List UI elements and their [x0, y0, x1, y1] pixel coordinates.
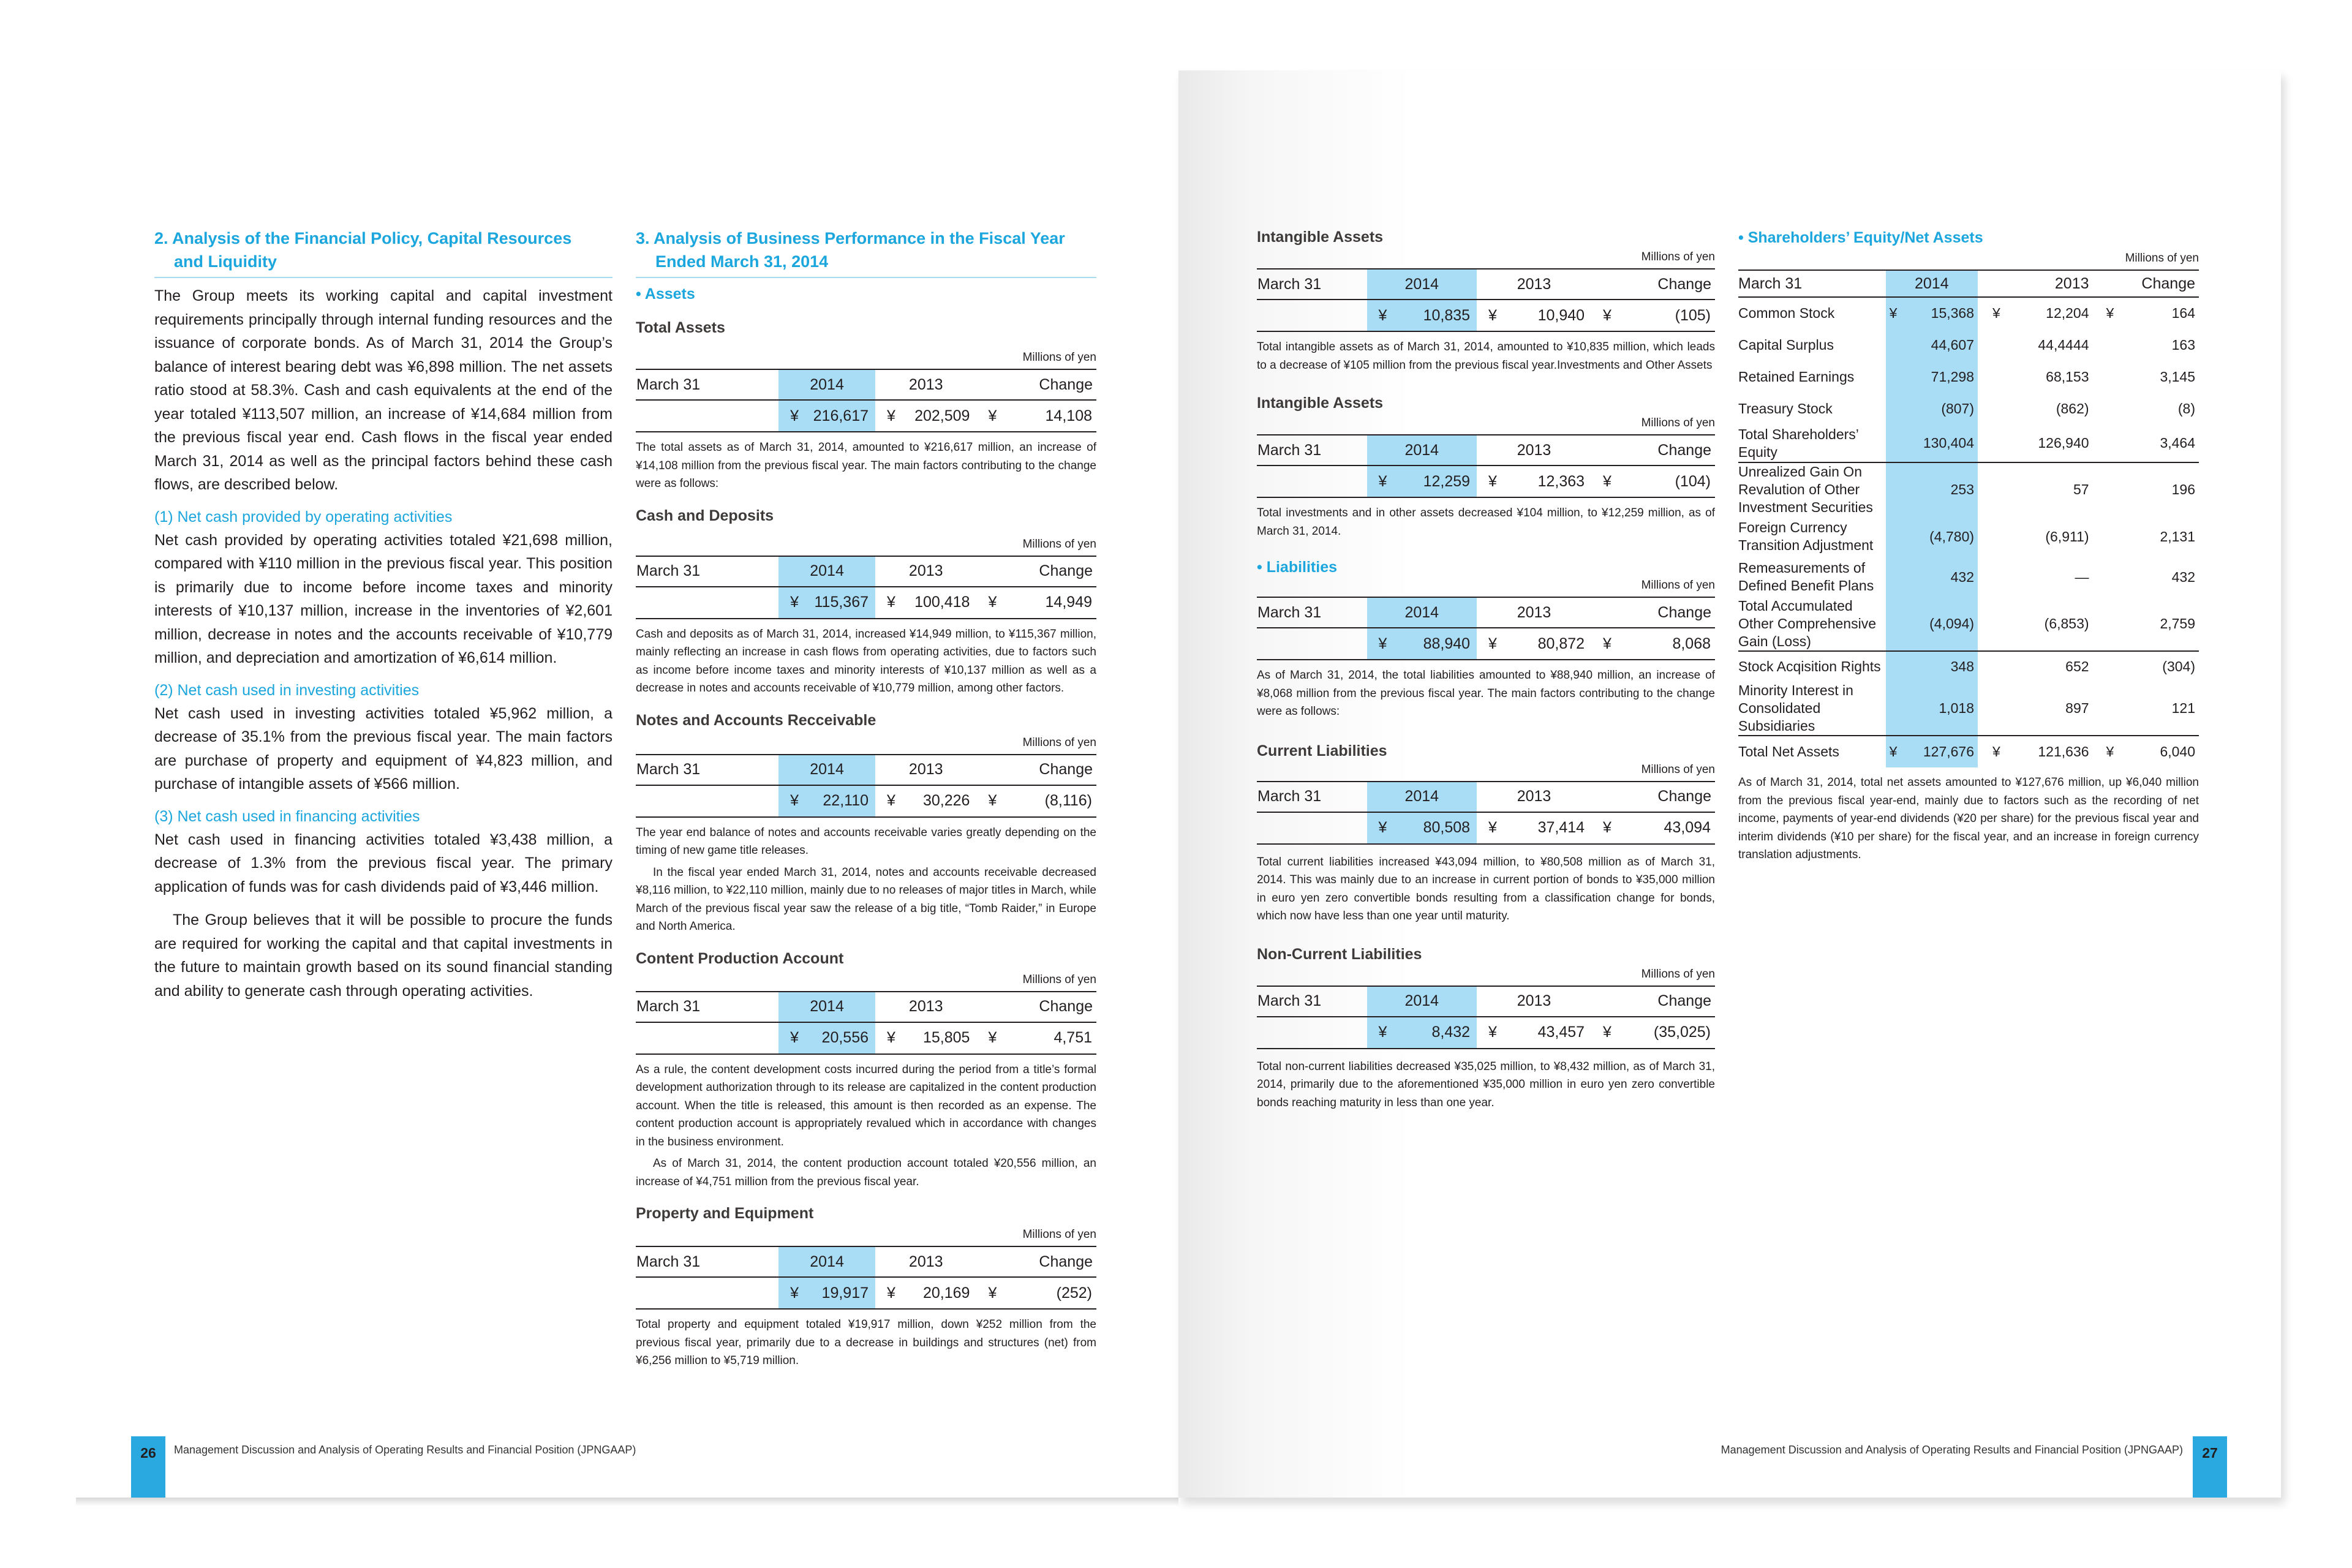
table-row [1738, 297, 2199, 329]
table-row [636, 587, 1096, 619]
header-2013: 2013 [1477, 597, 1591, 628]
yen-sign: ¥ [1889, 305, 1898, 321]
notes-receivable-note-1: The year end balance of notes and accounts receivable varies greatly depending on the timing of new game title releases. [636, 826, 1096, 857]
yen-sign: ¥ [1488, 306, 1497, 324]
table-header-row [636, 1246, 1096, 1277]
yen-sign: ¥ [790, 1029, 799, 1046]
unit-label: Millions of yen [1022, 973, 1096, 986]
unit-label: Millions of yen [1022, 537, 1096, 551]
current-liabilities-table [1257, 781, 1715, 845]
row-label: Unrealized Gain On Revalution of Other Investment Securities [1738, 462, 1886, 516]
value-2014: 20,556 [821, 1029, 869, 1046]
row-label: Retained Earnings [1738, 368, 1855, 385]
table-row [1738, 682, 2199, 736]
yen-sign: ¥ [1488, 819, 1497, 836]
total-assets-title: Total Assets [636, 319, 725, 336]
value-2014: 88,940 [1423, 635, 1471, 652]
header-march-31: March 31 [636, 755, 778, 785]
subheading-operating: (1) Net cash provided by operating activities [154, 508, 453, 526]
value-2013: (6,911) [2045, 528, 2089, 545]
value-2013: 10,940 [1537, 306, 1585, 324]
unit-label: Millions of yen [1641, 417, 1715, 429]
liabilities-note: As of March 31, 2014, the total liabilities amounted to ¥88,940 million, an increase of ¥8,068 million from the previous fiscal year. The main factors contributing to the change were as follows: [1257, 669, 1715, 718]
yen-sign: ¥ [988, 1284, 997, 1302]
cash-deposits-title: Cash and Deposits [636, 507, 774, 524]
row-label: Remeasurements of Defined Benefit Plans [1738, 560, 1874, 594]
equity-rows [1738, 297, 2199, 767]
value-2014: 22,110 [823, 792, 869, 809]
value-2013: (862) [2056, 400, 2089, 417]
header-change: Change [1591, 435, 1715, 466]
yen-sign: ¥ [887, 594, 895, 611]
intangible-assets-note: Total intangible assets as of March 31, 2014, amounted to ¥10,835 million, which leads to a decrease of ¥105 million from the previous fiscal year.Investments and Other Assets [1257, 341, 1715, 372]
left-page [76, 70, 1178, 1498]
value-2013: — [2075, 568, 2089, 585]
value-change: (105) [1675, 306, 1711, 324]
value-change: (104) [1675, 472, 1711, 490]
investments-table [1257, 434, 1715, 498]
content-production-table [636, 991, 1096, 1055]
unit-label: Millions of yen [1641, 967, 1715, 981]
value-change: 2,131 [2160, 528, 2195, 545]
table-header-row [1257, 435, 1715, 466]
property-equipment-table [636, 1246, 1096, 1310]
yen-sign: ¥ [1992, 744, 2000, 760]
header-2014: 2014 [1886, 270, 1978, 297]
closing-paragraph: The Group believes that it will be possible to procure the funds are required for working the capital and that capital investments in the future to maintain growth based on its sound financial standing and ability to generate cash through operating activities. [154, 911, 612, 1000]
unit-label: Millions of yen [1641, 763, 1715, 776]
yen-sign: ¥ [1889, 744, 1898, 760]
table-row [636, 785, 1096, 817]
value-2014: 130,404 [1886, 424, 1978, 462]
header-change: Change [1591, 782, 1715, 812]
header-2014: 2014 [1367, 435, 1477, 466]
business-performance-column [636, 227, 1096, 1370]
header-2013: 2013 [875, 556, 976, 587]
header-2014: 2014 [1367, 986, 1477, 1017]
subheading-investing: (2) Net cash used in investing activities [154, 681, 420, 699]
value-2013: 12,363 [1537, 472, 1585, 490]
header-march-31: March 31 [636, 369, 778, 400]
row-label: Total Net Assets [1738, 736, 1886, 767]
table-header-row [1257, 269, 1715, 300]
value-change: 2,759 [2160, 616, 2195, 631]
header-march-31: March 31 [1257, 435, 1367, 466]
value-change: (252) [1056, 1284, 1092, 1302]
row-label: Foreign Currency Transition Adjustment [1738, 519, 1874, 553]
yen-sign: ¥ [988, 407, 997, 424]
table-row [1738, 462, 2199, 516]
yen-sign: ¥ [790, 594, 799, 611]
yen-sign: ¥ [1378, 306, 1387, 324]
shareholders-equity-bullet: • Shareholders’ Equity/Net Assets [1738, 229, 1983, 246]
non-current-liabilities-note: Total non-current liabilities decreased ¥35,025 million, to ¥8,432 million, as of March 31, 2014, primarily due to the aforementioned ¥35,000 million in euro yen zero convertible bonds reaching maturity in less than one year. [1257, 1060, 1715, 1109]
table-row [1738, 651, 2199, 682]
header-change: Change [1591, 597, 1715, 628]
value-2013: 15,805 [922, 1029, 970, 1046]
header-march-31: March 31 [1257, 597, 1367, 628]
intro-paragraph: The Group meets its working capital and capital investment requirements principally through internal funding resources and the issuance of corporate bonds. As of March 31, 2014 the Group’s balance of interest bearing debt was ¥6,898 million. The net assets ratio stood at 58.3%. Cash and cash equivalents at the end of the year totaled ¥113,507 million, an increase of ¥14,684 million from the previous fiscal year end. Cash flows in the fiscal year ended March 31, 2014 as well as the principal factors behind these cash flows, are described below. [154, 287, 612, 493]
table-header-row [636, 992, 1096, 1022]
header-march-31: March 31 [1257, 986, 1367, 1017]
table-row [636, 1277, 1096, 1309]
content-production-title: Content Production Account [636, 949, 844, 967]
yen-sign: ¥ [887, 1029, 895, 1046]
header-2014: 2014 [1367, 782, 1477, 812]
header-2013: 2013 [875, 369, 976, 400]
header-march-31: March 31 [1257, 782, 1367, 812]
value-change: 3,464 [2160, 435, 2195, 451]
table-row [1738, 557, 2199, 597]
value-2013: 126,940 [2038, 435, 2089, 451]
value-2013: 121,636 [2038, 744, 2089, 760]
table-header-row [636, 556, 1096, 587]
value-2014: 12,259 [1423, 472, 1471, 490]
value-2013: 30,226 [922, 792, 970, 809]
header-2013: 2013 [1477, 435, 1591, 466]
table-header-row [636, 369, 1096, 400]
section-heading-business-performance [636, 227, 1096, 273]
yen-sign: ¥ [790, 792, 799, 809]
value-change: 14,949 [1045, 594, 1092, 611]
yen-sign: ¥ [1488, 472, 1497, 490]
header-2014: 2014 [778, 556, 875, 587]
yen-sign: ¥ [1378, 819, 1387, 836]
intangible-assets-table [1257, 268, 1715, 332]
yen-sign: ¥ [1488, 1023, 1497, 1041]
value-2014: (807) [1886, 393, 1978, 424]
row-label: Capital Surplus [1738, 336, 1834, 353]
section-heading-financial-policy [154, 227, 612, 273]
value-2014: 80,508 [1423, 819, 1471, 836]
yen-sign: ¥ [790, 1284, 799, 1302]
row-label: Stock Acqisition Rights [1738, 651, 1886, 682]
yen-sign: ¥ [1603, 635, 1611, 652]
table-header-row [636, 755, 1096, 785]
value-2014: 253 [1886, 462, 1978, 516]
header-2013: 2013 [875, 755, 976, 785]
value-change: 432 [2171, 568, 2195, 585]
table-row [1738, 424, 2199, 462]
value-change: 14,108 [1045, 407, 1092, 424]
header-2013: 2013 [1978, 270, 2098, 297]
heading-rule [636, 277, 1096, 278]
header-change: Change [976, 992, 1096, 1022]
yen-sign: ¥ [790, 407, 799, 424]
header-change: Change [976, 369, 1096, 400]
table-header-row [1738, 270, 2199, 297]
header-march-31: March 31 [636, 992, 778, 1022]
header-2013: 2013 [1477, 269, 1591, 300]
yen-sign: ¥ [1378, 635, 1387, 652]
value-change: 4,751 [1054, 1029, 1092, 1046]
header-march-31: March 31 [636, 556, 778, 587]
unit-label: Millions of yen [1022, 351, 1096, 364]
value-2014: 127,676 [1923, 744, 1975, 760]
yen-sign: ¥ [1378, 472, 1387, 490]
yen-sign: ¥ [2106, 744, 2114, 760]
page-number-badge: 27 [2193, 1436, 2227, 1498]
value-change: (304) [2098, 651, 2199, 682]
row-label: Total Shareholders’ Equity [1738, 426, 1859, 460]
content-production-note-2: As of March 31, 2014, the content production account totaled ¥20,556 million, an increase of ¥4,751 million from the previous fiscal year. [636, 1157, 1096, 1188]
unit-label: Millions of yen [2125, 252, 2199, 265]
notes-receivable-table [636, 754, 1096, 818]
unit-label: Millions of yen [1641, 579, 1715, 592]
value-2013: 37,414 [1537, 819, 1585, 836]
current-liabilities-title: Current Liabilities [1257, 742, 1387, 760]
non-current-liabilities-title: Non-Current Liabilities [1257, 945, 1422, 963]
row-label: Common Stock [1738, 305, 1835, 321]
value-2013: 80,872 [1537, 635, 1585, 652]
value-change: 163 [2171, 336, 2195, 353]
table-row [1738, 393, 2199, 424]
notes-receivable-title: Notes and Accounts Recceivable [636, 711, 876, 729]
operating-paragraph: Net cash provided by operating activities totaled ¥21,698 million, compared with ¥110 million in the previous fiscal year. This position is primarily due to income before income taxes and minority interests of ¥10,137 million, increase in the inventories of ¥2,601 million, decrease in notes and the accounts receivable of ¥10,779 million, and depreciation and amortization of ¥6,614 million. [154, 531, 612, 666]
row-label: Treasury Stock [1738, 400, 1833, 417]
value-2013: 202,509 [914, 407, 970, 424]
table-row [1738, 329, 2199, 361]
value-2014: 71,298 [1886, 361, 1978, 393]
table-row [1738, 516, 2199, 557]
yen-sign: ¥ [988, 792, 997, 809]
value-change: (8,116) [1044, 792, 1092, 809]
shareholders-equity-table [1738, 270, 2199, 767]
header-change: Change [2098, 270, 2199, 297]
intangible-assets-title-2: Intangible Assets [1257, 394, 1384, 412]
yen-sign: ¥ [2106, 305, 2114, 321]
yen-sign: ¥ [988, 1029, 997, 1046]
yen-sign: ¥ [988, 594, 997, 611]
value-change: 121 [2171, 700, 2195, 716]
value-2014: 1,018 [1886, 682, 1978, 736]
value-change: (35,025) [1653, 1023, 1711, 1041]
row-label: Minority Interest in Consolidated Subsidiaries [1738, 682, 1853, 734]
content-production-note-1: As a rule, the content development costs incurred during the period from a title’s formal development authorization through to its release are capitalized in the content production account. When the title is released, this amount is then recorded as an expense. The content production account is appropriately revalued which in accordance with changes in the business environment. [636, 1063, 1096, 1148]
table-row [1738, 597, 2199, 651]
yen-sign: ¥ [887, 792, 895, 809]
table-row [1738, 361, 2199, 393]
heading-line-2: Ended March 31, 2014 [655, 252, 829, 271]
assets-bullet: • Assets [636, 285, 695, 303]
notes-receivable-note-2: In the fiscal year ended March 31, 2014, notes and accounts receivable decreased ¥8,116 million, to ¥22,110 million, mainly due to no releases of major titles in March, while March of the previous fiscal year saw the release of a big title, “Tomb Raider,” in Europe and North America. [636, 865, 1096, 933]
yen-sign: ¥ [887, 407, 895, 424]
intangible-assets-title: Intangible Assets [1257, 228, 1384, 246]
total-assets-table [636, 369, 1096, 432]
yen-sign: ¥ [1603, 306, 1611, 324]
table-row [636, 1022, 1096, 1054]
value-change: 6,040 [2160, 744, 2195, 760]
header-change: Change [976, 1246, 1096, 1277]
value-2014: (4,780) [1886, 516, 1978, 557]
value-2014: (4,094) [1886, 597, 1978, 651]
value-2014: 15,368 [1931, 305, 1975, 321]
yen-sign: ¥ [1603, 819, 1611, 836]
header-change: Change [1591, 986, 1715, 1017]
header-march-31: March 31 [1738, 270, 1886, 297]
table-row [1257, 466, 1715, 497]
table-header-row [1257, 597, 1715, 628]
table-row [1257, 300, 1715, 331]
non-current-liabilities-table [1257, 986, 1715, 1049]
yen-sign: ¥ [1378, 1023, 1387, 1041]
yen-sign: ¥ [1992, 305, 2000, 321]
table-header-row [1257, 782, 1715, 812]
table-row [1257, 628, 1715, 660]
value-change: 3,145 [2160, 368, 2195, 385]
current-liabilities-note: Total current liabilities increased ¥43,094 million, to ¥80,508 million as of March 31, 2014. This was mainly due to an increase in current portion of bonds to ¥35,000 million in euro yen zero convertible bonds resulting from a classification change for bonds, which now have less than one year until maturity. [1257, 855, 1715, 922]
financing-paragraph: Net cash used in financing activities totaled ¥3,438 million, a decrease of 1.3% from the previous fiscal year. The primary application of funds was for cash dividends paid of ¥3,446 million. [154, 831, 612, 895]
value-2014: 44,607 [1886, 329, 1978, 361]
header-2013: 2013 [1477, 782, 1591, 812]
shareholders-equity-column [1738, 227, 2199, 864]
right-page [1178, 70, 2281, 1498]
value-change: 196 [2098, 462, 2199, 516]
value-change: (8) [2177, 400, 2195, 417]
liabilities-bullet: • Liabilities [1257, 559, 1338, 576]
header-march-31: March 31 [636, 1246, 778, 1277]
table-row [1257, 812, 1715, 844]
value-2014: 19,917 [821, 1284, 869, 1302]
value-2013: 897 [2065, 700, 2089, 716]
unit-label: Millions of yen [1022, 1228, 1096, 1241]
page-number-badge: 26 [131, 1436, 165, 1498]
property-equipment-title: Property and Equipment [636, 1205, 814, 1222]
value-2014: 432 [1886, 557, 1978, 597]
value-change: 43,094 [1664, 819, 1711, 836]
value-2013: 68,153 [2046, 368, 2089, 385]
value-2013: 20,169 [922, 1284, 970, 1302]
value-2013: 44,4444 [2038, 336, 2089, 353]
header-2014: 2014 [1367, 597, 1477, 628]
header-2014: 2014 [778, 755, 875, 785]
value-2013: 100,418 [914, 594, 970, 611]
net-assets-note: As of March 31, 2014, total net assets amounted to ¥127,676 million, up ¥6,040 million from the previous fiscal year-end, mainly due to factors such as the recording of net income, payments of year-end dividends (¥20 per share) for the previous fiscal year and interim dividends (¥10 per share) for the fiscal year, and an increase in foreign currency translation adjustments. [1738, 776, 2199, 861]
financial-policy-column [154, 227, 612, 1003]
total-assets-note: The total assets as of March 31, 2014, amounted to ¥216,617 million, an increase of ¥14,108 million from the previous fiscal year. The main factors contributing to the change were as follows: [636, 441, 1096, 490]
table-row [1257, 1017, 1715, 1049]
heading-line-1: 2. Analysis of the Financial Policy, Capital Resources [154, 229, 572, 247]
header-2013: 2013 [1477, 986, 1591, 1017]
heading-line-1: 3. Analysis of Business Performance in the Fiscal Year [636, 229, 1065, 247]
investing-paragraph: Net cash used in investing activities totaled ¥5,962 million, a decrease of 35.1% from the previous fiscal year. The main factors are purchase of property and equipment of ¥4,823 million, and purchase of intangible assets of ¥566 million. [154, 704, 612, 793]
cash-deposits-table [636, 556, 1096, 619]
value-2014: 216,617 [813, 407, 869, 424]
header-march-31: March 31 [1257, 269, 1367, 300]
value-2013: 43,457 [1537, 1023, 1585, 1041]
unit-label: Millions of yen [1641, 251, 1715, 263]
header-2014: 2014 [1367, 269, 1477, 300]
value-2013: 652 [1978, 651, 2098, 682]
yen-sign: ¥ [887, 1284, 895, 1302]
table-header-row [1257, 986, 1715, 1017]
value-change: 164 [2171, 305, 2195, 321]
unit-label: Millions of yen [1022, 736, 1096, 749]
investments-note: Total investments and in other assets decreased ¥104 million, to ¥12,259 million, as of March 31, 2014. [1257, 507, 1715, 538]
header-2014: 2014 [778, 369, 875, 400]
heading-rule [154, 277, 612, 278]
liabilities-table [1257, 597, 1715, 660]
yen-sign: ¥ [1488, 635, 1497, 652]
property-equipment-note: Total property and equipment totaled ¥19,917 million, down ¥252 million from the previous fiscal year, primarily due to a decrease in buildings and structures (net) from ¥6,256 million to ¥5,719 million. [636, 1318, 1096, 1367]
value-2013: 57 [1978, 462, 2098, 516]
yen-sign: ¥ [1603, 472, 1611, 490]
header-change: Change [976, 755, 1096, 785]
value-2014: 348 [1886, 651, 1978, 682]
header-2013: 2013 [875, 992, 976, 1022]
table-row [1738, 736, 2199, 767]
cash-deposits-note: Cash and deposits as of March 31, 2014, increased ¥14,949 million, to ¥115,367 million, mainly reflecting an increase in cash flows from operating activities, due to factors such as income before income taxes and minority interests of ¥10,137 million as well as a decrease in notes and accounts receivable of ¥10,779 million, among other factors. [636, 627, 1096, 695]
yen-sign: ¥ [1603, 1023, 1611, 1041]
value-2013: 12,204 [2046, 305, 2089, 321]
value-2014: 10,835 [1423, 306, 1471, 324]
page-footer-text: Management Discussion and Analysis of Operating Results and Financial Position (JPNGAAP) [174, 1444, 636, 1456]
table-row [636, 400, 1096, 432]
header-change: Change [976, 556, 1096, 587]
header-2014: 2014 [778, 1246, 875, 1277]
row-label: Total Accumulated Other Comprehensive Gain (Loss) [1738, 598, 1876, 649]
page-footer-text: Management Discussion and Analysis of Operating Results and Financial Position (JPNGAAP) [1721, 1444, 2183, 1456]
assets-liabilities-column [1257, 227, 1715, 1112]
value-change: 8,068 [1672, 635, 1711, 652]
header-change: Change [1591, 269, 1715, 300]
header-2014: 2014 [778, 992, 875, 1022]
subheading-financing: (3) Net cash used in financing activities [154, 807, 420, 825]
heading-line-2: and Liquidity [174, 252, 277, 271]
value-2014: 115,367 [814, 594, 869, 611]
value-2013: (6,853) [2044, 616, 2089, 631]
value-2014: 8,432 [1431, 1023, 1471, 1041]
header-2013: 2013 [875, 1246, 976, 1277]
